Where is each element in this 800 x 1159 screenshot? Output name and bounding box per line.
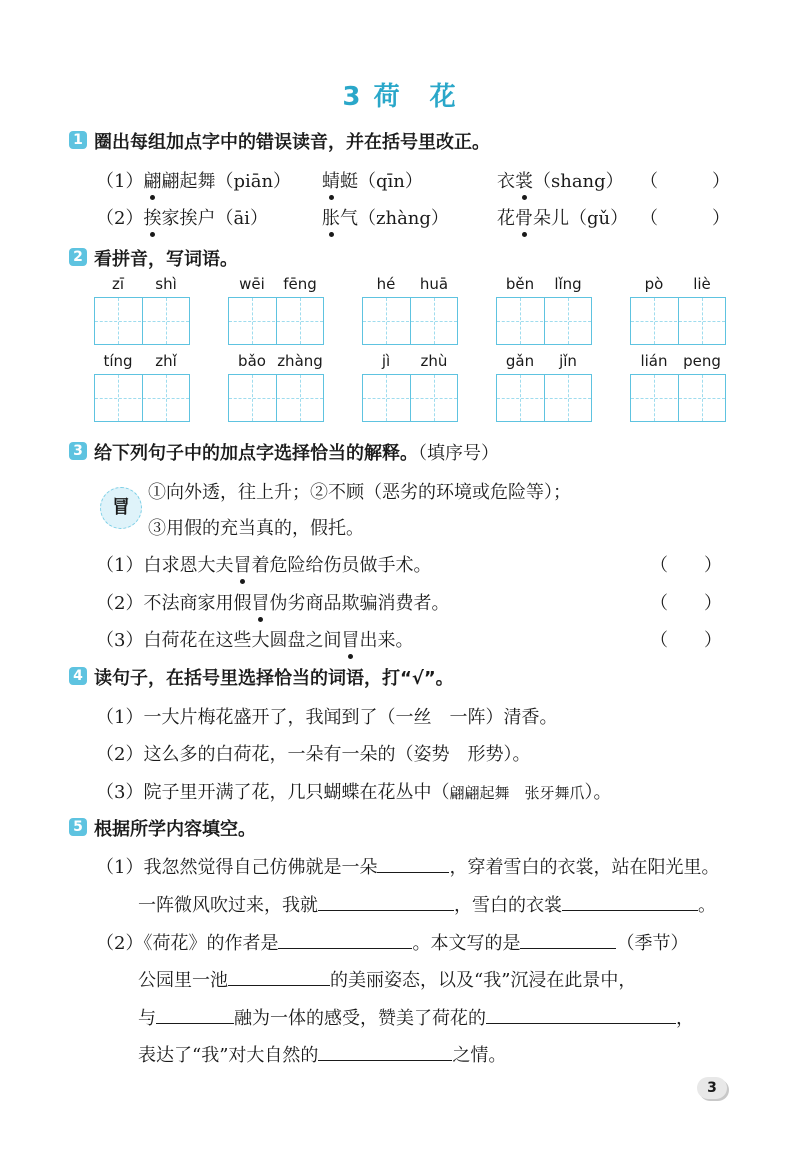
pinyin-label (630, 352, 726, 374)
pinyin-label (94, 352, 190, 374)
q3-answer-paren-2[interactable]: （ ） (650, 593, 722, 614)
q4-sentence-1: （1）一大片梅花盛开了，我闻到了（一丝 一阵）清香。 (96, 707, 558, 728)
pinyin-syllable: hé (376, 275, 396, 293)
q3-sentence-2: （2）不法商家用假冒伪劣商品欺骗消费者。 (96, 589, 449, 615)
writing-cell[interactable] (363, 375, 409, 421)
blank-input[interactable] (318, 892, 454, 911)
q5-line-1: （1）我忽然觉得自己仿佛就是一朵 ，穿着雪白的衣裳，站在阳光里。 (96, 853, 719, 879)
q3-definition-2: ③用假的充当真的，假托。 (148, 518, 364, 539)
blank-input[interactable] (520, 930, 616, 949)
pinyin-syllable: huā (419, 275, 449, 293)
writing-grid (630, 374, 726, 422)
question-number-2: 2 (69, 248, 87, 266)
pinyin-syllable: tíng (103, 352, 133, 370)
pinyin-syllable: zī (111, 275, 125, 293)
q3-sentence-3: （3）白荷花在这些大圆盘之间冒出来。 (96, 626, 413, 652)
character-badge: 冒 (100, 487, 142, 529)
q5-line-6: 表达了“我”对大自然的 之情。 (138, 1041, 506, 1067)
writing-cell[interactable] (363, 298, 409, 344)
writing-cell[interactable] (229, 375, 275, 421)
question-number-3: 3 (69, 442, 87, 460)
q4-options-2[interactable]: 姿势 形势 (413, 744, 504, 765)
pinyin-syllable: pò (644, 275, 664, 293)
writing-grid (362, 297, 458, 345)
writing-cell[interactable] (544, 375, 591, 421)
q4-sentence-3: （3）院子里开满了花，几只蝴蝶在花丛中（翩翩起舞 张牙舞爪）。 (96, 782, 612, 803)
writing-cell[interactable] (497, 298, 543, 344)
writing-cell[interactable] (95, 298, 141, 344)
q5-line-3: （2）《荷花》的作者是 。本文写的是 （季节） (96, 929, 688, 955)
pinyin-syllable: shì (155, 275, 177, 293)
writing-cell[interactable] (276, 375, 323, 421)
writing-cell[interactable] (631, 375, 677, 421)
writing-cell[interactable] (142, 375, 189, 421)
pinyin-label (630, 275, 726, 297)
pinyin-syllable: zhàng (277, 352, 323, 370)
pinyin-syllable: jì (381, 352, 391, 370)
writing-grid (94, 374, 190, 422)
writing-cell[interactable] (678, 375, 725, 421)
q1-row2-item1: （2）挨家挨户（āi） (96, 204, 268, 230)
q3-sentence-1: （1）白求恩大夫冒着危险给伤员做手术。 (96, 551, 431, 577)
q5-line-4: 公园里一池 的美丽姿态，以及“我”沉浸在此景中， (138, 966, 636, 992)
blank-input[interactable] (562, 892, 698, 911)
page-title: 3 荷 花 (342, 82, 458, 112)
writing-cell[interactable] (544, 298, 591, 344)
q3-definition-1: ①向外透，往上升；②不顾（恶劣的环境或危险等）； (148, 482, 571, 503)
pinyin-label (94, 275, 190, 297)
pinyin-syllable: bǎo (238, 352, 266, 370)
writing-grid (228, 297, 324, 345)
blank-input[interactable] (486, 1005, 676, 1024)
pinyin-syllable: fēng (283, 275, 317, 293)
pinyin-syllable: lián (640, 352, 668, 370)
pinyin-label (496, 275, 592, 297)
pinyin-syllable: peng (683, 352, 721, 370)
writing-grid (496, 297, 592, 345)
question-number-4: 4 (69, 667, 87, 685)
writing-cell[interactable] (276, 298, 323, 344)
q1-row2-item3: 花骨朵儿（gǔ） (497, 204, 628, 230)
blank-input[interactable] (228, 967, 330, 986)
blank-input[interactable] (278, 930, 412, 949)
q1-row1-answer-paren[interactable]: （ ） (640, 171, 730, 192)
q3-answer-paren-3[interactable]: （ ） (650, 630, 722, 651)
pinyin-syllable: liè (693, 275, 711, 293)
q1-row1-item2: 蜻蜓（qīn） (322, 167, 423, 193)
page-number: 3 (697, 1077, 727, 1099)
writing-cell[interactable] (410, 298, 457, 344)
question-number-1: 1 (69, 131, 87, 149)
writing-grid (630, 297, 726, 345)
pinyin-label (496, 352, 592, 374)
blank-input[interactable] (318, 1042, 452, 1061)
question-1-text: 圈出每组加点字中的错误读音，并在括号里改正。 (94, 132, 490, 153)
pinyin-label (362, 275, 458, 297)
q4-options-1[interactable]: 一丝 一阵 (395, 707, 486, 728)
q5-line-2: 一阵微风吹过来，我就 ，雪白的衣裳 。 (138, 891, 716, 917)
q4-options-3[interactable]: 翩翩起舞 张牙舞爪 (449, 784, 585, 802)
pinyin-syllable: gǎn (505, 352, 535, 370)
pinyin-label (228, 352, 324, 374)
writing-cell[interactable] (631, 298, 677, 344)
writing-cell[interactable] (142, 298, 189, 344)
question-number-5: 5 (69, 818, 87, 836)
question-2-text: 看拼音，写词语。 (94, 249, 238, 270)
blank-input[interactable] (156, 1005, 234, 1024)
writing-cell[interactable] (229, 298, 275, 344)
writing-cell[interactable] (410, 375, 457, 421)
pinyin-syllable: jǐn (559, 352, 577, 370)
writing-cell[interactable] (497, 375, 543, 421)
q3-answer-paren-1[interactable]: （ ） (650, 555, 722, 576)
writing-grid (496, 374, 592, 422)
writing-cell[interactable] (678, 298, 725, 344)
pinyin-syllable: wēi (239, 275, 265, 293)
writing-grid (228, 374, 324, 422)
writing-grid (362, 374, 458, 422)
q1-row2-item2: 胀气（zhàng） (322, 204, 449, 230)
question-3-text: 给下列句子中的加点字选择恰当的解释。（填序号） (94, 443, 499, 464)
question-4-text: 读句子，在括号里选择恰当的词语，打“√”。 (94, 668, 454, 689)
pinyin-label (362, 352, 458, 374)
q1-row2-answer-paren[interactable]: （ ） (640, 208, 730, 229)
writing-cell[interactable] (95, 375, 141, 421)
pinyin-syllable: lǐng (554, 275, 582, 293)
q1-row1-item1: （1）翩翩起舞（piān） (96, 167, 291, 193)
blank-input[interactable] (377, 854, 449, 873)
pinyin-label (228, 275, 324, 297)
writing-grid (94, 297, 190, 345)
q1-row1-item3: 衣裳（shang） (497, 167, 624, 193)
pinyin-syllable: zhǐ (155, 352, 177, 370)
q5-line-5: 与 融为一体的感受，赞美了荷花的 ， (138, 1004, 694, 1030)
pinyin-syllable: zhù (420, 352, 448, 370)
pinyin-syllable: běn (505, 275, 535, 293)
question-5-text: 根据所学内容填空。 (94, 819, 256, 840)
q4-sentence-2: （2）这么多的白荷花，一朵有一朵的（姿势 形势）。 (96, 744, 531, 765)
